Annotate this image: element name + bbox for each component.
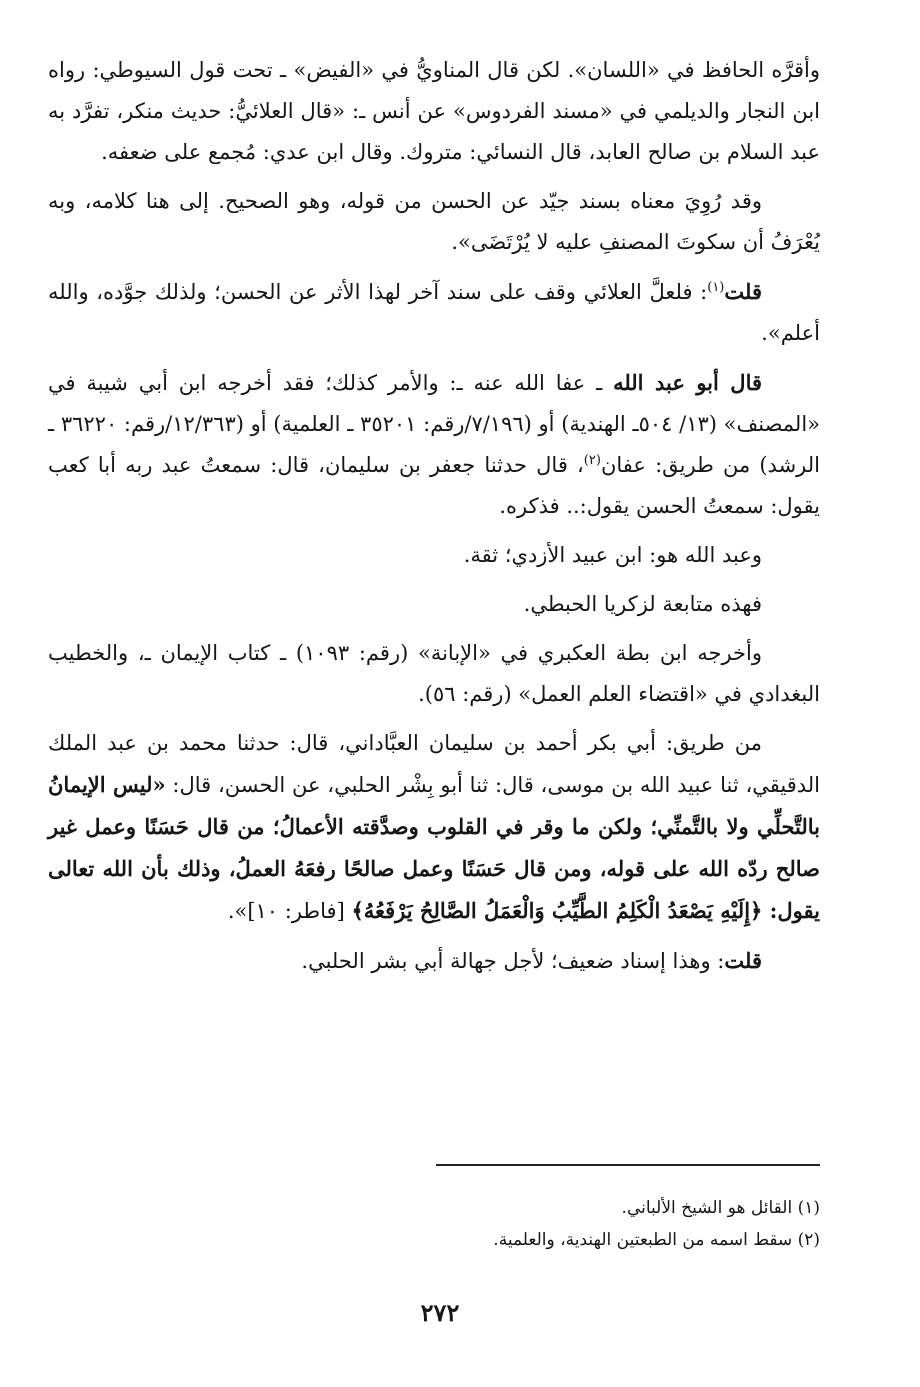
footnotes — [48, 1192, 820, 1256]
bold-text: قلت — [724, 279, 762, 304]
text-run: من طريق: أبي بكر أحمد بن سليمان العبَّاداني، قال: حدثنا محمد بن عبد الملك الدقيقي، ثنا عبيد الله بن موسى، قال: ثنا أبو بِشْر الحلبي، عن الحسن، قال: — [48, 731, 820, 797]
text-run: : فلعلَّ العلائي وقف على سند آخر لهذا الأثر عن الحسن؛ ولذلك جوَّده، والله أعلم». — [48, 280, 820, 345]
text-run: فهذه متابعة لزكريا الحبطي. — [523, 592, 762, 616]
paragraph — [48, 50, 820, 173]
paragraph — [48, 271, 820, 354]
paragraph — [48, 633, 820, 715]
text-run: ، قال حدثنا جعفر بن سليمان، قال: سمعتُ عبد ربه أبا كعب يقول: سمعتُ الحسن يقول:.. فذكره. — [48, 453, 820, 518]
text-run: وأخرجه ابن بطة العكبري في «الإبانة» (رقم: ١٠٩٣) ـ كتاب الإيمان ـ، والخطيب البغدادي في «اقتضاء العلم العمل» (رقم: ٥٦). — [48, 641, 820, 706]
page-number: ٢٧٢ — [420, 1298, 460, 1327]
text-run: وقد رُوِيَ معناه بسند جيّد عن الحسن من قوله، وهو الصحيح. إلى هنا كلامه، وبه يُعْرَفُ أن سكوتَ المصنفِ عليه لا يُرْتَضَى». — [48, 189, 820, 254]
paragraph — [48, 362, 820, 527]
footnote: (٢) سقط اسمه من الطبعتين الهندية، والعلمية. — [493, 1230, 820, 1250]
footnote-separator — [436, 1164, 820, 1166]
paragraph — [48, 723, 820, 932]
text-run: ـ عفا الله عنه ـ: والأمر كذلك؛ فقد أخرجه ابن أبي شيبة في «المصنف» (١٣/ ٥٠٤ـ الهندية) أو (٧/١٩٦/رقم: ٣٥٢٠١ ـ العلمية) أو (١٢/٣٦٣/رقم: ٣٦٢٢٠ ـ الرشد) من طريق: عفان — [48, 371, 821, 477]
text-run: وأقرَّه الحافظ في «اللسان». لكن قال المناويُّ في «الفيض» ـ تحت قول السيوطي: رواه ابن النجار والديلمي في «مسند الفردوس» عن أنس ـ: «قال العلائيُّ: حديث منكر، تفرَّد به عبد السلام بن صالح العابد، قال النسائي: متروك. وقال ابن عدي: مُجمع على ضعفه. — [48, 58, 820, 164]
bold-text: «ليس الإيمانُ بالتَّحلِّي ولا بالتَّمنِّي؛ ولكن ما وقر في القلوب وصدَّقته الأعمالُ؛ من قال حَسَنًا وعمل غير صالح ردّه الله على قوله، ومن قال حَسَنًا وعمل صالحًا رفعَهُ العملُ، وذلك بأن الله تعالى يقول: ﴿إِلَيْهِ يَصْعَدُ الْكَلِمُ الطَّيِّبُ وَالْعَمَلُ الصَّالِحُ يَرْفَعُهُ﴾ — [48, 772, 820, 923]
text-run: وعبد الله هو: ابن عبيد الأزدي؛ ثقة. — [463, 543, 762, 567]
bold-text: قلت — [724, 948, 762, 973]
footnote-ref: (١) — [707, 280, 725, 295]
bold-text: قال أبو عبد الله — [613, 370, 763, 395]
paragraph — [48, 584, 820, 625]
footnote: (١) القائل هو الشيخ الألباني. — [621, 1198, 820, 1218]
text-run: : وهذا إسناد ضعيف؛ لأجل جهالة أبي بشر الحلبي. — [301, 949, 725, 973]
main-text — [48, 50, 820, 990]
paragraph — [48, 535, 820, 576]
footnote-ref: (٢) — [583, 453, 601, 468]
paragraph — [48, 940, 820, 982]
paragraph — [48, 181, 820, 263]
text-run: [فاطر: ١٠]». — [227, 899, 352, 923]
